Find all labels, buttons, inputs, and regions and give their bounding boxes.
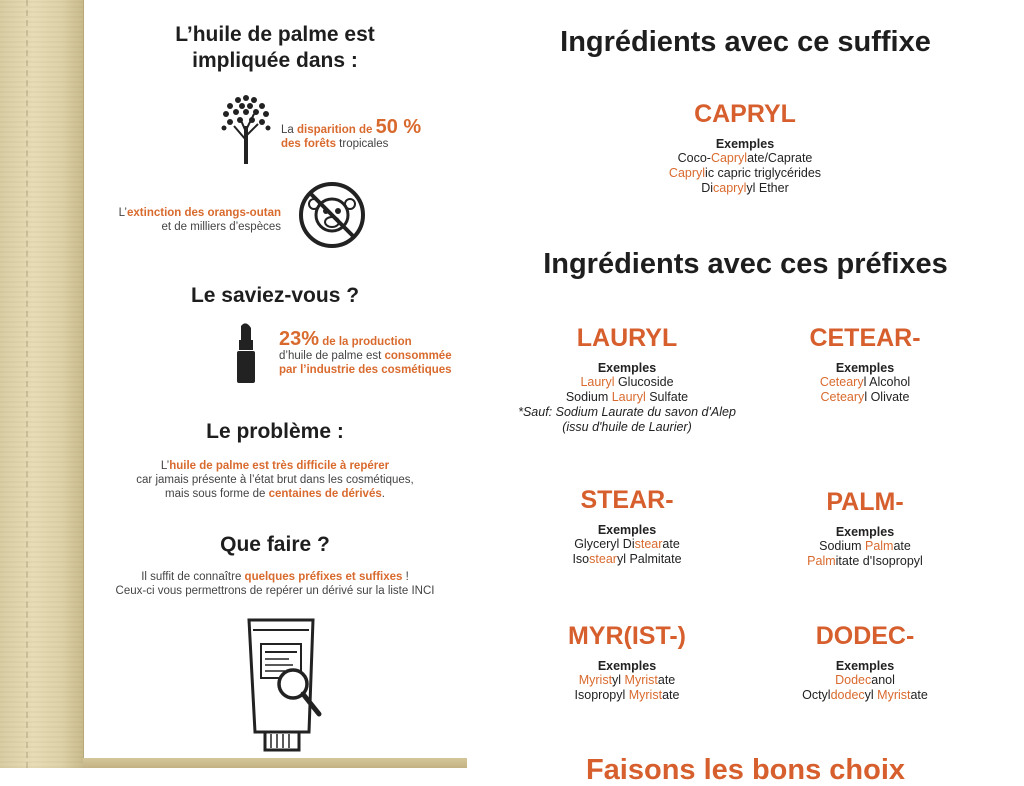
- heading-implication: [83, 22, 467, 74]
- category-lauryl: [512, 324, 742, 435]
- forest-pre: La: [281, 124, 297, 136]
- todo-line2: Ceux-ci vous permettrons de repérer un dérivé sur la liste INCI: [115, 585, 435, 597]
- capryl-example-1: Coco-Caprylate/Caprate: [677, 151, 813, 165]
- problem-line3-pre: mais sous forme de: [165, 488, 269, 500]
- category-myrist: [512, 622, 742, 703]
- lauryl-example-1: Lauryl Glucoside: [580, 375, 674, 389]
- bottom-cut-heading-wrap: [467, 754, 1024, 786]
- lauryl-example-2: Sodium Lauryl Sulfate: [565, 390, 689, 404]
- heading-saviez-vous: Le saviez-vous ?: [190, 284, 360, 307]
- tree-icon: [218, 90, 274, 166]
- capryl-example-2: Caprylic capric triglycérides: [668, 166, 822, 180]
- capryl-name: CAPRYL: [694, 100, 796, 128]
- orangutan-hl: extinction des orangs-outan: [127, 207, 281, 219]
- capryl-examples-label: Exemples: [715, 137, 775, 151]
- title-suffix: Ingrédients avec ce suffixe: [560, 26, 931, 58]
- dodec-example-2: Octyldodecyl Myristate: [802, 688, 928, 702]
- bottom-cut-heading: Faisons les bons choix: [585, 754, 906, 786]
- dodec-examples-label: Exemples: [835, 659, 895, 673]
- myrist-examples-label: Exemples: [597, 659, 657, 673]
- problem-text: [83, 459, 467, 501]
- lauryl-exception: *Sauf: Sodium Laurate du savon d'Alep: [518, 405, 736, 419]
- heading-implication-line1: L’huile de palme est: [175, 23, 375, 46]
- problem-hl: huile de palme est très difficile à repérer: [169, 460, 390, 472]
- palm-name: PALM-: [826, 488, 904, 516]
- category-dodec: [750, 622, 980, 703]
- todo-pre: Il suffit de connaître: [141, 571, 245, 583]
- category-palm: [750, 488, 980, 569]
- todo-hl: quelques préfixes et suffixes: [244, 571, 403, 583]
- cetear-example-1: Cetearyl Alcohol: [819, 375, 911, 389]
- lauryl-examples-label: Exemples: [597, 361, 657, 375]
- category-stear: [512, 486, 742, 567]
- myrist-example-1: Myristyl Myristate: [578, 673, 676, 687]
- forest-text: [281, 116, 461, 151]
- no-orangutan-icon: [297, 180, 367, 250]
- lipstick-hl2: par l’industrie des cosmétiques: [279, 364, 452, 376]
- problem-pre: L’: [160, 460, 170, 472]
- heading-implication-line2: impliquée dans :: [192, 49, 358, 72]
- cetear-examples-label: Exemples: [835, 361, 895, 375]
- bottom-band: [83, 758, 467, 768]
- parchment-border: [0, 0, 84, 768]
- problem-line3-post: .: [381, 488, 385, 500]
- heading-que-faire: Que faire ?: [220, 533, 330, 556]
- lipstick-text: [279, 328, 467, 377]
- palm-examples-label: Exemples: [835, 525, 895, 539]
- lauryl-exception-note: (issu d'huile de Laurier): [562, 420, 692, 434]
- forest-hl1: disparition de: [297, 124, 376, 136]
- orangutan-pre: L’: [118, 207, 127, 219]
- stitch-line: [8, 0, 28, 768]
- lipstick-b: d’huile de palme est: [279, 350, 385, 362]
- heading-probleme: Le problème :: [206, 420, 344, 443]
- dodec-example-1: Dodecanol: [835, 673, 895, 687]
- forest-post: tropicales: [335, 138, 389, 150]
- cetear-example-2: Cetearyl Olivate: [820, 390, 910, 404]
- problem-line2: car jamais présente à l’état brut dans les cosmétiques,: [136, 474, 414, 486]
- orangutan-text: [101, 206, 281, 234]
- orangutan-line2: et de milliers d’espèces: [161, 221, 281, 233]
- stear-name: STEAR-: [580, 486, 674, 514]
- capryl-example-3: Dicaprylyl Ether: [701, 181, 789, 195]
- stear-example-2: Isostearyl Palmitate: [572, 552, 682, 566]
- stear-example-1: Glyceryl Distearate: [574, 537, 680, 551]
- todo-text: [83, 570, 467, 598]
- forest-hl2: des forêts: [281, 138, 336, 150]
- right-panel: [467, 0, 1024, 786]
- cetear-name: CETEAR-: [809, 324, 921, 352]
- lipstick-a: de la production: [319, 336, 412, 348]
- title-prefix: Ingrédients avec ces préfixes: [543, 248, 948, 280]
- lipstick-icon: [233, 322, 259, 386]
- stear-examples-label: Exemples: [597, 523, 657, 537]
- lipstick-hl1: consommée: [384, 350, 452, 362]
- forest-pct: 50 %: [375, 116, 422, 138]
- myrist-name: MYR(IST-): [567, 622, 687, 650]
- myrist-example-2: Isopropyl Myristate: [574, 688, 680, 702]
- problem-line3-hl: centaines de dérivés: [268, 488, 382, 500]
- left-panel: [83, 0, 467, 758]
- todo-post: !: [402, 571, 409, 583]
- category-cetear: [750, 324, 980, 405]
- cream-tube-icon: [243, 614, 339, 756]
- dodec-name: DODEC-: [815, 622, 915, 650]
- palm-example-1: Sodium Palmate: [819, 539, 911, 553]
- lauryl-name: LAURYL: [576, 324, 678, 352]
- lipstick-pct: 23%: [279, 328, 320, 350]
- category-capryl: [630, 100, 860, 196]
- palm-example-2: Palmitate d'Isopropyl: [807, 554, 923, 568]
